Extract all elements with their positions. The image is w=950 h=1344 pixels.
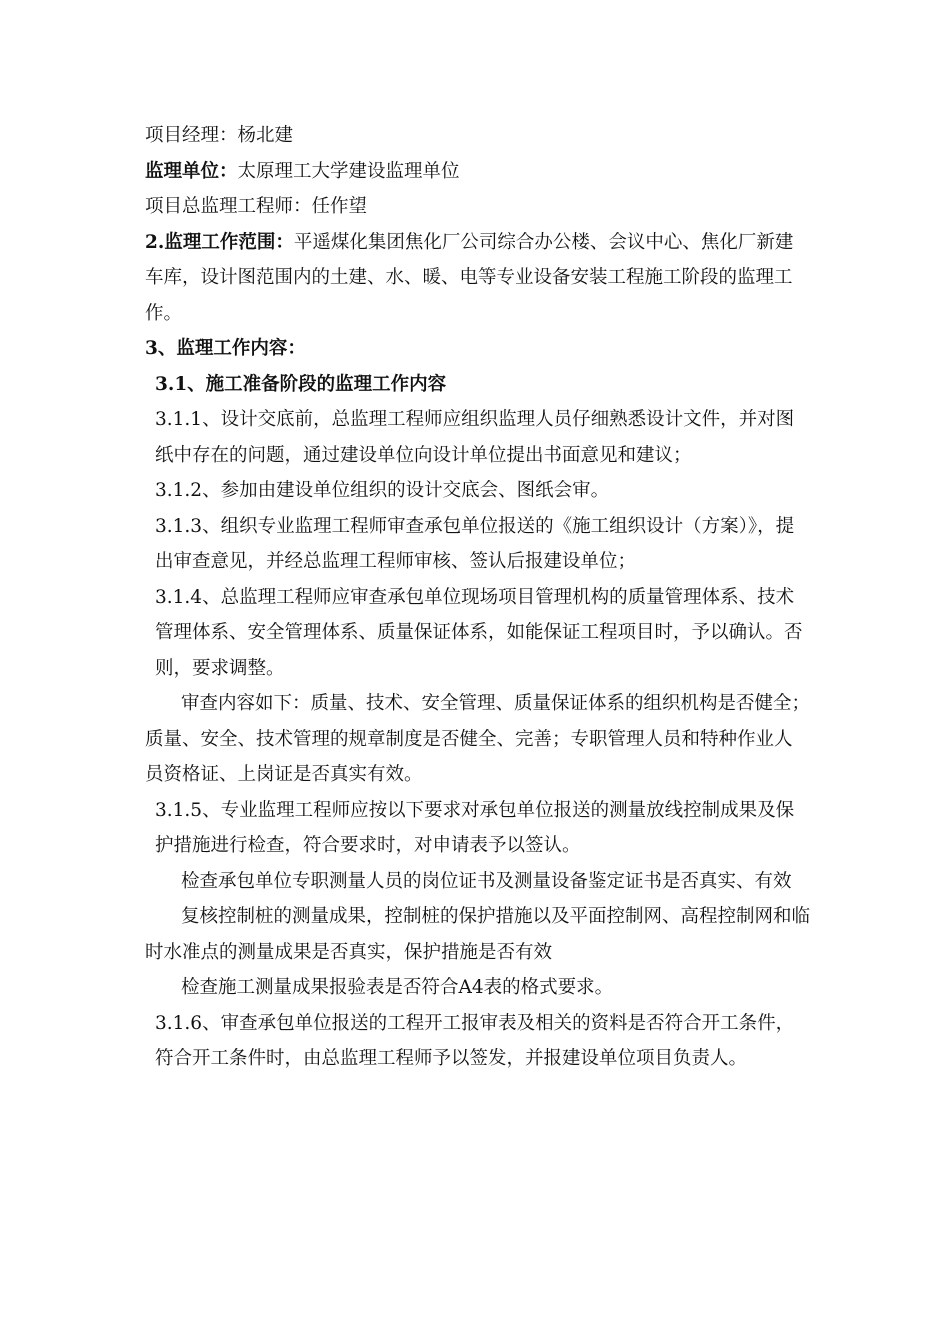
content-heading: 3、监理工作内容： (145, 338, 306, 359)
section-heading: 3.1、施工准备阶段的监理工作内容 (155, 373, 447, 395)
check-paragraph-3: 检查施工测量成果报验表是否符合A4表的格式要求。 (181, 977, 614, 998)
document-page (145, 118, 810, 1077)
supervision-unit-value: 太原理工大学建设监理单位 (237, 160, 460, 182)
supervision-unit-label: 监理单位： (145, 160, 238, 182)
item-3-1-3: 3.1.3、组织专业监理工程师审查承包单位报送的《施工组织设计（方案）》，提出审查意见，并经总监理工程师审核、签认后报建设单位； (155, 515, 795, 572)
chief-engineer-value: 任作望 (311, 196, 368, 217)
item-3-1-4: 3.1.4、总监理工程师应审查承包单位现场项目管理机构的质量管理体系、技术管理体系、安全管理体系、质量保证体系，如能保证工程项目时，予以确认。否则，要求调整。 (155, 586, 803, 679)
chief-engineer-line (145, 189, 810, 225)
project-manager-value: 杨北建 (237, 125, 294, 146)
item-3-1-1: 3.1.1、设计交底前，总监理工程师应组织监理人员仔细熟悉设计文件，并对图纸中存在的问题，通过建设单位向设计单位提出书面意见和建议； (155, 409, 795, 466)
project-manager-label: 项目经理： (145, 125, 238, 146)
supervision-unit-line (145, 154, 810, 190)
check-paragraph-2: 复核控制桩的测量成果，控制桩的保护措施以及平面控制网、高程控制网和临时水准点的测量成果是否真实，保护措施是否有效 (145, 906, 811, 963)
review-paragraph: 审查内容如下：质量、技术、安全管理、质量保证体系的组织机构是否健全；质量、安全、技术管理的规章制度是否健全、完善；专职管理人员和特种作业人员资格证、上岗证是否真实有效。 (145, 693, 811, 785)
scope-label: 2.监理工作范围： (145, 231, 294, 253)
item-3-1-6: 3.1.6、审查承包单位报送的工程开工报审表及相关的资料是否符合开工条件，符合开工条件时，由总监理工程师予以签发，并报建设单位项目负责人。 (155, 1012, 795, 1069)
chief-engineer-label: 项目总监理工程师： (145, 196, 312, 217)
scope-text: 平遥煤化集团焦化厂公司综合办公楼、会议中心、焦化厂新建车库，设计图范围内的土建、水、暖、电等专业设备安装工程施工阶段的监理工作。 (145, 231, 794, 324)
item-3-1-5: 3.1.5、专业监理工程师应按以下要求对承包单位报送的测量放线控制成果及保护措施进行检查，符合要求时，对申请表予以签认。 (155, 799, 795, 856)
check-paragraph-1: 检查承包单位专职测量人员的岗位证书及测量设备鉴定证书是否真实、有效 (181, 870, 792, 892)
scope-paragraph (145, 225, 810, 332)
item-3-1-2: 3.1.2、参加由建设单位组织的设计交底会、图纸会审。 (155, 480, 610, 501)
project-manager-line (145, 118, 810, 154)
